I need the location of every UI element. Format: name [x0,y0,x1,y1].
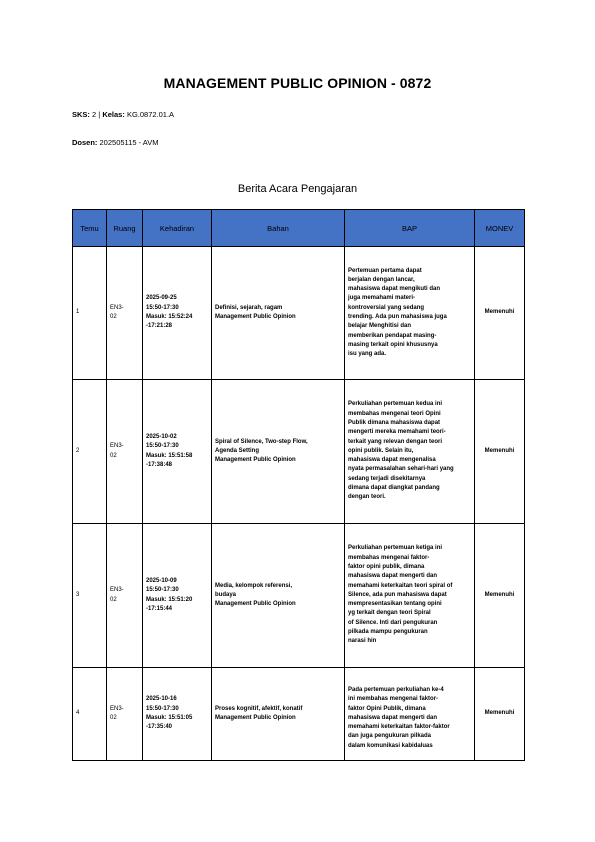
document-title: MANAGEMENT PUBLIC OPINION - 0872 [163,75,432,91]
table-header-row [73,210,525,247]
kelas-value: KG.0872.01.A [126,110,175,119]
bahan-cell: Media, kelompok referensi, budaya Management Public Opinion [212,524,345,668]
kehadiran-cell: 2025-10-09 15:50-17:30 Masuk: 15:51:20 -17:15:44 [143,524,212,668]
temu-cell: 1 [73,247,107,380]
bap-cell: Perkuliahan pertemuan kedua ini membahas mengenai teori Opini Publik dimana mahasiswa dapat mengerti mereka memahami teori- terkait yang relevan dengan teori opini publik. Selain itu, mahasiswa dapat mengenalisa nyata permasalahan sehari-hari yang sedang terjadi disekitarnya dimana dapat diangkat pandang dengan teori. [345,380,475,524]
header-monev: MONEV [475,210,525,247]
sks-label: SKS [72,110,88,119]
kehadiran-cell: 2025-10-02 15:50-17:30 Masuk: 15:51:58 -17:38:48 [143,380,212,524]
kehadiran-cell: 2025-10-16 15:50-17:30 Masuk: 15:51:05 -17:35:40 [143,668,212,761]
monev-cell: Memenuhi [475,247,525,380]
table-row [73,524,525,668]
bahan-cell: Proses kognitif, afektif, konatif Management Public Opinion [212,668,345,761]
dosen-value: 202505115 - AVM [99,138,159,147]
kehadiran-cell: 2025-09-25 15:50-17:30 Masuk: 15:52:24 -17:21:28 [143,247,212,380]
header-bap: BAP [345,210,475,247]
kelas-label: Kelas [102,110,123,119]
temu-cell: 4 [73,668,107,761]
ruang-cell: EN3- 02 [107,524,143,668]
monev-cell: Memenuhi [475,380,525,524]
lecturer-info: Dosen: 202505115 - AVM [72,138,159,147]
header-bahan: Bahan [212,210,345,247]
header-temu: Temu [73,210,107,247]
monev-cell: Memenuhi [475,524,525,668]
bahan-cell: Definisi, sejarah, ragam Management Public Opinion [212,247,345,380]
ruang-cell: EN3- 02 [107,380,143,524]
ruang-cell: EN3- 02 [107,247,143,380]
course-info: SKS: 2 | Kelas: KG.0872.01.A [72,110,175,119]
bap-cell: Perkuliahan pertemuan ketiga ini membahas mengenai faktor- faktor opini publik, dimana mahasiswa dapat mengerti dan memahami keterkaitan teori spiral of Silence, ada pun mahasiswa dapat mempresentasikan tentang opini yg terkait dengan teori Spiral of Silence. Inti dari pengukuran pilkada mampu pengukuran narasi hin [345,524,475,668]
ruang-cell: EN3- 02 [107,668,143,761]
bap-cell: Pertemuan pertama dapat berjalan dengan lancar, mahasiswa dapat mengikuti dan juga memahami materi- kontroversial yang sedang trending. Ada pun mahasiswa juga belajar Menghitisi dan memberikan pendapat masing- masing terkait opini khususnya isu yang ada. [345,247,475,380]
section-title: Berita Acara Pengajaran [237,183,358,195]
header-ruang: Ruang [107,210,143,247]
temu-cell: 2 [73,380,107,524]
bahan-cell: Spiral of Silence, Two-step Flow, Agenda Setting Management Public Opinion [212,380,345,524]
table-row [73,380,525,524]
sks-value: 2 [92,110,97,119]
temu-cell: 3 [73,524,107,668]
teaching-record-table [72,209,525,761]
table-row [73,247,525,380]
dosen-label: Dosen [72,138,95,147]
table-row [73,668,525,761]
header-kehadiran: Kehadiran [143,210,212,247]
bap-cell: Pada pertemuan perkuliahan ke-4 ini membahas mengenai faktor- faktor Opini Publik, dimana mahasiswa dapat mengerti dan memahami keterkaitan faktor-faktor dan juga pengukuran pilkada dalam komunikasi kabidaluas [345,668,475,761]
monev-cell: Memenuhi [475,668,525,761]
